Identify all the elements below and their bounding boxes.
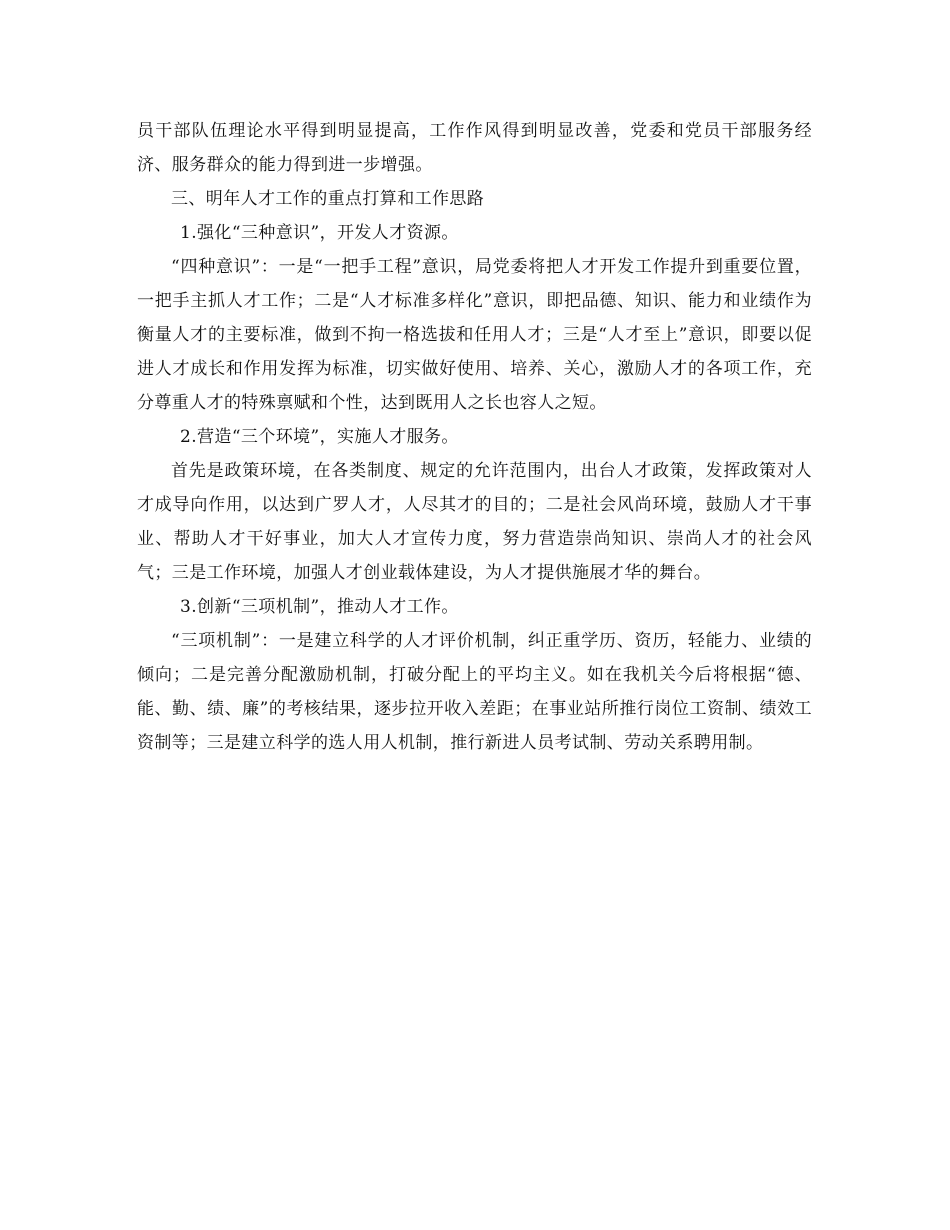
paragraph-three-environments: 首先是政策环境，在各类制度、规定的允许范围内，出台人才政策，发挥政策对人才成导向作用，以达到广罗人才，人尽其才的目的；二是社会风尚环境，鼓励人才干事业、帮助人才干好事业，加大人才宣传力度，努力营造崇尚知识、崇尚人才的社会风气；三是工作环境，加强人才创业载体建设，为人才提供施展才华的舞台。	[137, 461, 812, 583]
document-body	[137, 114, 812, 760]
paragraph-four-awareness: “四种意识”：一是“一把手工程”意识，局党委将把人才开发工作提升到重要位置，一把手主抓人才工作；二是“人才标准多样化”意识，即把品德、知识、能力和业绩作为衡量人才的主要标准，做到不拘一格选拔和任用人才；三是“人才至上”意识，即要以促进人才成长和作用发挥为标准，切实做好使用、培养、关心，激励人才的各项工作，充分尊重人才的特殊禀赋和个性，达到既用人之长也容人之短。	[137, 257, 812, 413]
subheading-2: 2.营造“三个环境”，实施人才服务。	[180, 427, 459, 447]
section-heading: 三、明年人才工作的重点打算和工作思路	[171, 189, 485, 209]
paragraph-continuation: 员干部队伍理论水平得到明显提高，工作作风得到明显改善，党委和党员干部服务经济、服务群众的能力得到进一步增强。	[137, 121, 812, 175]
subheading-1: 1.强化“三种意识”，开发人才资源。	[180, 223, 459, 243]
subheading-3: 3.创新“三项机制”，推动人才工作。	[180, 597, 459, 617]
paragraph-three-mechanisms: “三项机制”：一是建立科学的人才评价机制，纠正重学历、资历，轻能力、业绩的倾向；二是完善分配激励机制，打破分配上的平均主义。如在我机关今后将根据“德、能、勤、绩、廉”的考核结果，逐步拉开收入差距；在事业站所推行岗位工资制、绩效工资制等；三是建立科学的选人用人机制，推行新进人员考试制、劳动关系聘用制。	[137, 631, 812, 753]
